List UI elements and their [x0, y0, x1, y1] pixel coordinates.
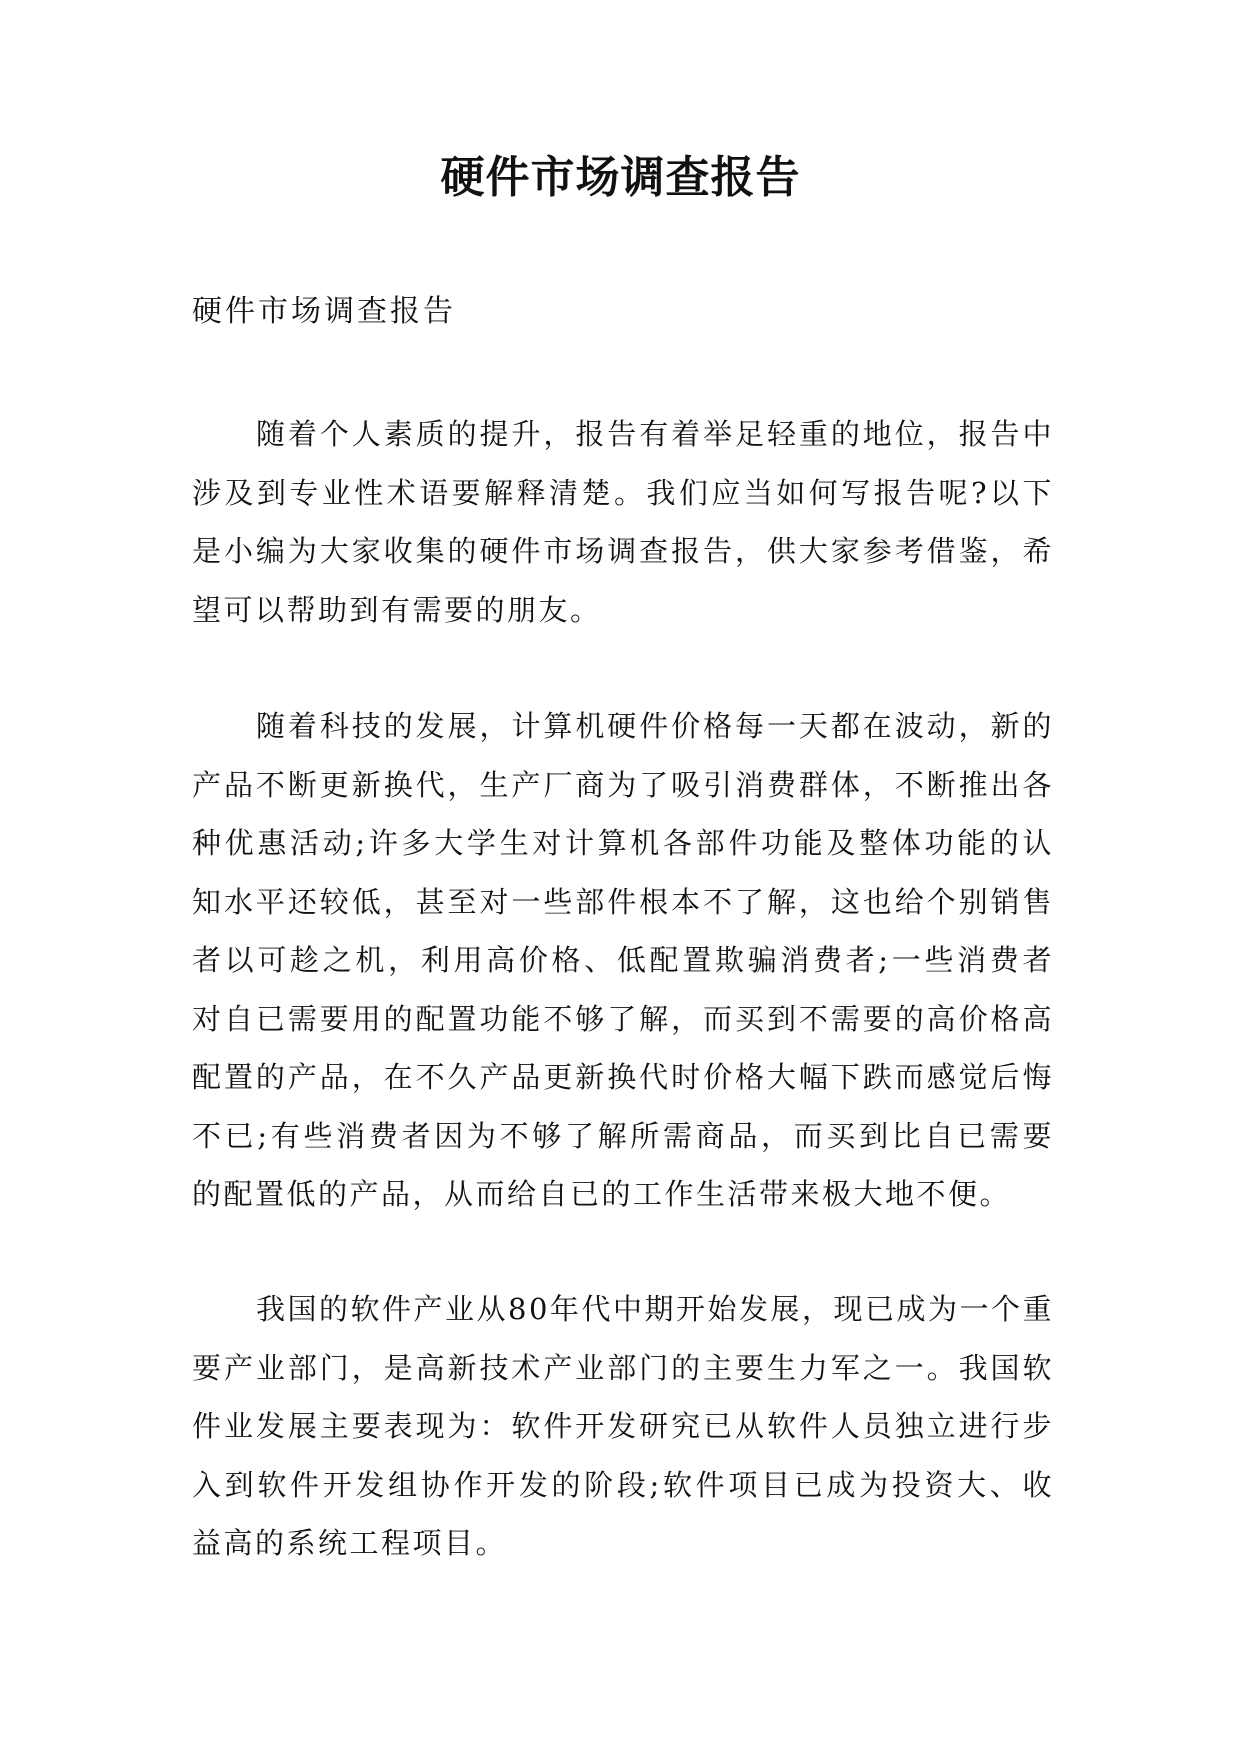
- paragraph-software-industry: 我国的软件产业从80年代中期开始发展，现已成为一个重要产业部门，是高新技术产业部门的主要生力军之一。我国软件业发展主要表现为：软件开发研究已从软件人员独立进行步入到软件开发组协作开发的阶段;软件项目已成为投资大、收益高的系统工程项目。: [192, 1292, 1054, 1560]
- paragraph-intro: 随着个人素质的提升，报告有着举足轻重的地位，报告中涉及到专业性术语要解释清楚。我们应当如何写报告呢?以下是小编为大家收集的硬件市场调查报告，供大家参考借鉴，希望可以帮助到有需要的朋友。: [192, 417, 1054, 627]
- document-subtitle: 硬件市场调查报告: [192, 294, 456, 329]
- paragraph-hardware-market: 随着科技的发展，计算机硬件价格每一天都在波动，新的产品不断更新换代，生产厂商为了吸引消费群体，不断推出各种优惠活动;许多大学生对计算机各部件功能及整体功能的认知水平还较低，甚至对一些部件根本不了解，这也给个别销售者以可趁之机，利用高价格、低配置欺骗消费者;一些消费者对自已需要用的配置功能不够了解，而买到不需要的高价格高配置的产品，在不久产品更新换代时价格大幅下跌而感觉后悔不已;有些消费者因为不够了解所需商品，而买到比自已需要的配置低的产品，从而给自已的工作生活带来极大地不便。: [192, 709, 1054, 1211]
- document-title: 硬件市场调查报告: [440, 152, 801, 203]
